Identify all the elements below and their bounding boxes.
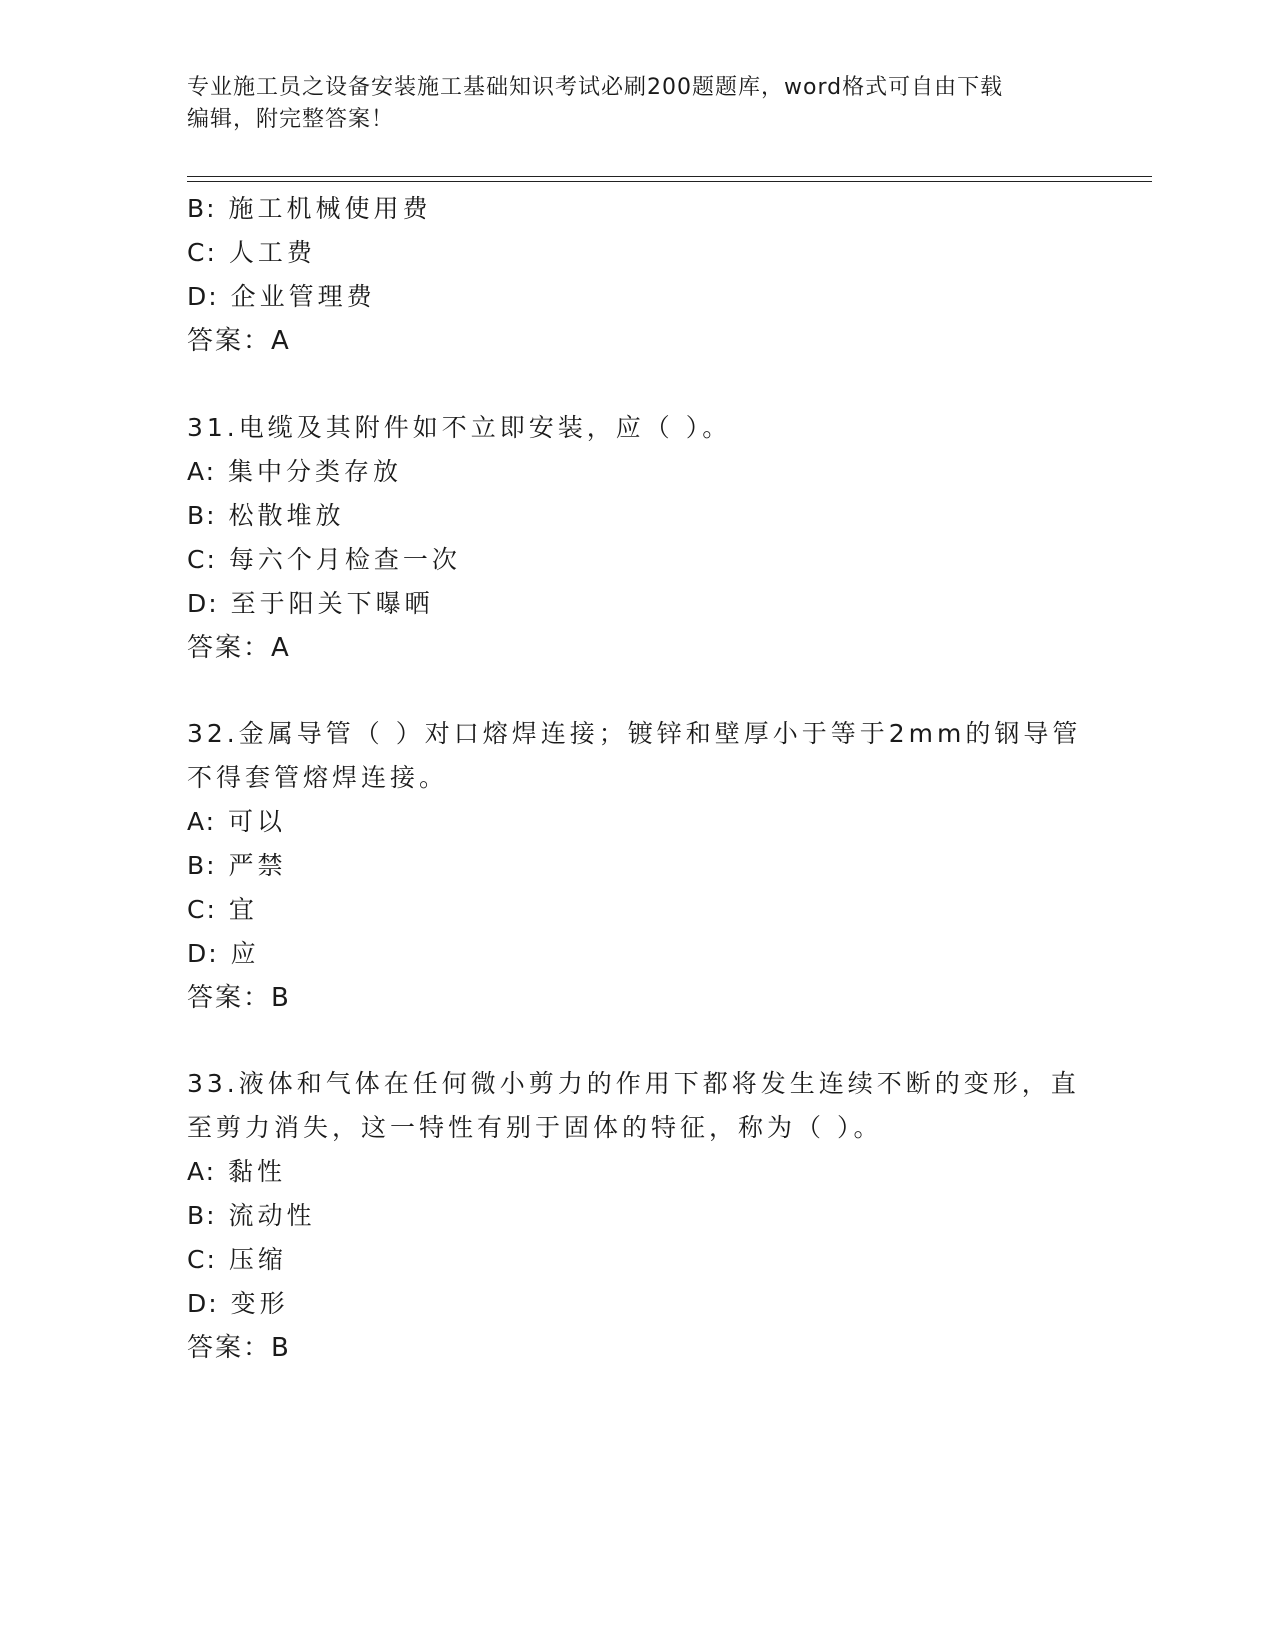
option-text: 施工机械使用费 xyxy=(228,194,432,223)
q33-option-d xyxy=(187,1286,289,1322)
option-key: A: xyxy=(187,1157,217,1186)
option-key: C: xyxy=(187,1245,217,1274)
option-text: 流动性 xyxy=(228,1201,316,1230)
option-key: A: xyxy=(187,807,217,836)
option-key: B: xyxy=(187,851,217,880)
q30-option-c xyxy=(187,235,316,271)
option-text: 至于阳关下曝晒 xyxy=(230,589,434,618)
option-key: B: xyxy=(187,1201,217,1230)
option-key: D: xyxy=(187,589,219,618)
option-key: A: xyxy=(187,457,217,486)
header-line-1: 专业施工员之设备安装施工基础知识考试必刷200题题库，word格式可自由下载 xyxy=(187,75,1004,100)
q32-option-d xyxy=(187,936,260,972)
header-divider-bottom xyxy=(187,181,1152,182)
q31-option-c xyxy=(187,542,461,578)
q30-option-b xyxy=(187,191,432,227)
option-key: D: xyxy=(187,282,219,311)
option-text: 松散堆放 xyxy=(228,501,345,530)
option-text: 每六个月检查一次 xyxy=(228,545,461,574)
header-divider-top xyxy=(187,176,1152,177)
option-text: 严禁 xyxy=(228,851,287,880)
q33-stem-line-2: 至剪力消失，这一特性有别于固体的特征，称为（ ）。 xyxy=(187,1113,883,1142)
option-key: D: xyxy=(187,1289,219,1318)
option-key: B: xyxy=(187,501,217,530)
q31-option-a xyxy=(187,454,402,490)
q33-answer: 答案：B xyxy=(187,1333,291,1363)
option-key: C: xyxy=(187,895,217,924)
q31-option-d xyxy=(187,586,434,622)
option-text: 企业管理费 xyxy=(230,282,376,311)
q33-option-b xyxy=(187,1198,316,1234)
q33-stem-line-1: 33.液体和气体在任何微小剪力的作用下都将发生连续不断的变形，直 xyxy=(187,1069,1080,1098)
document-header xyxy=(187,72,1077,136)
option-text: 集中分类存放 xyxy=(228,457,403,486)
q31-option-b xyxy=(187,498,345,534)
q32-option-b xyxy=(187,848,287,884)
q30-option-d xyxy=(187,279,376,315)
option-key: D: xyxy=(187,939,219,968)
q32-option-a xyxy=(187,804,286,840)
q33-option-a xyxy=(187,1154,286,1190)
q32-answer: 答案：B xyxy=(187,983,291,1013)
header-line-2: 编辑，附完整答案！ xyxy=(187,107,395,132)
q32-option-c xyxy=(187,892,258,928)
option-text: 压缩 xyxy=(228,1245,287,1274)
option-text: 变形 xyxy=(230,1289,289,1318)
option-text: 应 xyxy=(230,939,260,968)
q32-stem-line-1: 32.金属导管（ ）对口熔焊连接；镀锌和壁厚小于等于2mm的钢导管 xyxy=(187,719,1082,748)
option-text: 宜 xyxy=(228,895,258,924)
q31-stem: 31.电缆及其附件如不立即安装，应（ ）。 xyxy=(187,413,732,442)
option-text: 黏性 xyxy=(228,1157,287,1186)
q31-answer: 答案：A xyxy=(187,633,291,663)
q32-stem-line-2: 不得套管熔焊连接。 xyxy=(187,763,449,792)
q33-option-c xyxy=(187,1242,287,1278)
option-text: 人工费 xyxy=(228,238,316,267)
option-text: 可以 xyxy=(228,807,287,836)
option-key: C: xyxy=(187,238,217,267)
option-key: B: xyxy=(187,194,217,223)
q30-answer: 答案：A xyxy=(187,326,291,356)
option-key: C: xyxy=(187,545,217,574)
